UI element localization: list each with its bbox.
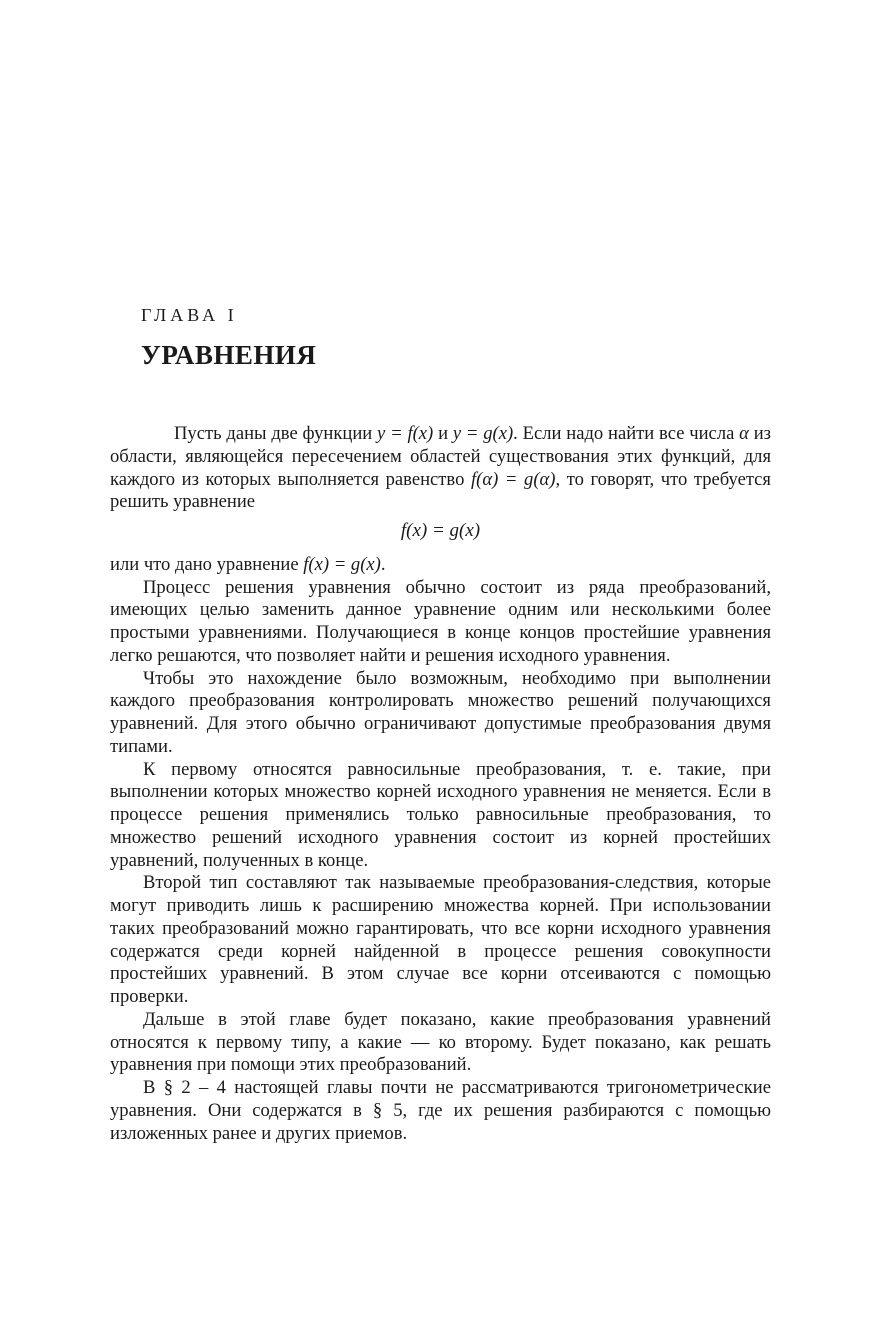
intro-text: . Если надо найти все числа: [513, 423, 740, 444]
paragraph: Дальше в этой главе будет показано, какие преобразования уравнений относятся к первому типу, а какие — ко второму. Будет показано, как решать уравнения при помощи этих преобразований.: [110, 1008, 771, 1076]
body-text-span: .: [380, 553, 386, 575]
math-expression: α: [739, 423, 749, 444]
after-equation-paragraph: [110, 554, 771, 577]
body-text-span: или что дано уравнение: [110, 553, 304, 575]
intro-text: и: [433, 423, 453, 444]
paragraph: Второй тип составляют так называемые преобразования-следствия, которые могут приводить лишь к расширению множества корней. При использовании таких преобразований можно гарантировать, что все корни исходного уравнения содержатся среди корней найденной в процессе решения совокупности простейших уравнений. В этом случае все корни отсеиваются с помощью проверки.: [110, 872, 771, 1007]
intro-text: Пусть даны две функции: [174, 423, 378, 444]
intro-paragraph: [110, 423, 771, 514]
chapter-label: ГЛАВА I: [141, 305, 238, 325]
paragraph: К первому относятся равносильные преобразования, т. е. такие, при выполнении которых множество корней исходного уравнения не меняется. Если в процессе решения применялись только равносильные преобразования, то множество решений исходного уравнения состоит из корней простейших уравнений, полученных в конце.: [110, 758, 771, 871]
display-equation: f(x) = g(x): [400, 520, 481, 541]
math-expression: f(α) = g(α): [470, 468, 556, 490]
paragraph: Процесс решения уравнения обычно состоит из ряда преобразований, имеющих целью заменить данное уравнение одним или несколькими более простыми уравнениями. Получающиеся в конце концов простейшие уравнения легко решаются, что позволяет найти и решения исходного уравнения.: [110, 576, 771, 666]
math-expression: y = g(x): [452, 423, 514, 444]
paragraph: В § 2 – 4 настоящей главы почти не рассматриваются тригонометрические уравнения. Они содержатся в § 5, где их решения разбираются с помощью изложенных ранее и других приемов.: [110, 1077, 771, 1144]
paragraph: Чтобы это нахождение было возможным, необходимо при выполнении каждого преобразования контролировать множество решений получающихся уравнений. Для этого обычно ограничивают допустимые преобразования двумя типами.: [110, 667, 771, 757]
math-expression: y = f(x): [377, 423, 434, 444]
chapter-title: УРАВНЕНИЯ: [141, 340, 317, 370]
math-expression: f(x) = g(x): [303, 553, 381, 575]
body-text: [110, 423, 771, 1145]
intro-text: , то говорят, что требуется решить уравнение: [110, 468, 771, 513]
intro-text: из области, являющейся пересечением областей существования этих функций, для каждого из которых выполняется равенство: [110, 423, 772, 490]
